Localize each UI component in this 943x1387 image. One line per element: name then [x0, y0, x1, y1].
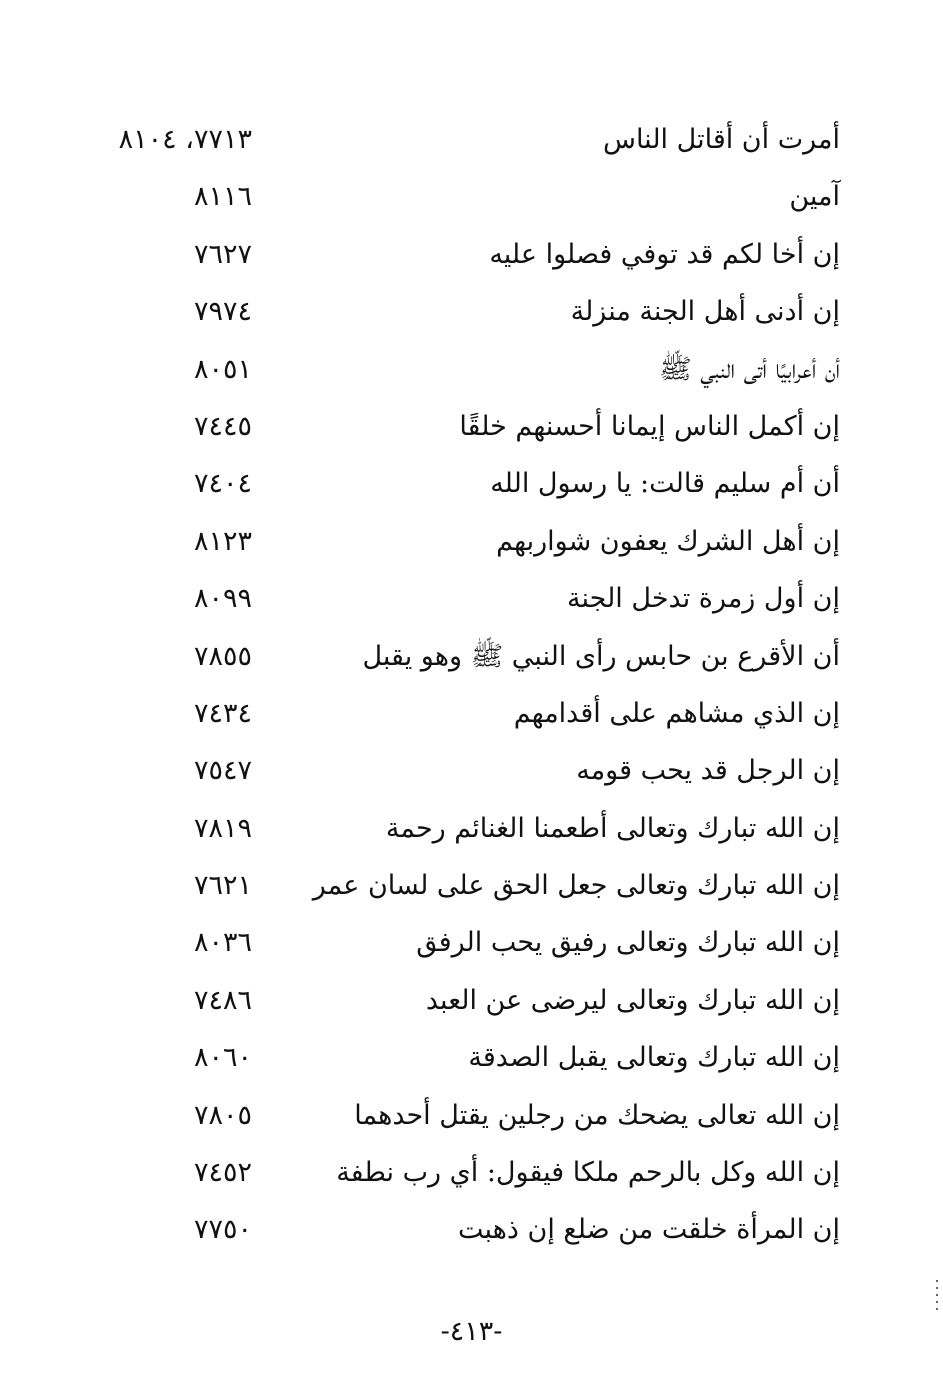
index-row [0, 629, 943, 686]
hadith-text: آمين [789, 181, 840, 213]
index-row [0, 743, 943, 800]
hadith-text: إن أدنى أهل الجنة منزلة [570, 296, 840, 328]
index-row [0, 973, 943, 1030]
reference-number: ٧٥٤٧ [193, 755, 252, 787]
reference-number: ٧٤٤٥ [193, 410, 252, 442]
index-row [0, 571, 943, 628]
hadith-text: إن الله تبارك وتعالى ليرضى عن العبد [425, 984, 840, 1016]
index-row [0, 169, 943, 226]
reference-number: ٧٦٢١ [193, 870, 252, 902]
index-row [0, 284, 943, 341]
hadith-text: أن الأقرع بن حابس رأى النبي ﷺ وهو يقبل [362, 640, 840, 672]
scan-edge-marks [936, 1280, 938, 1310]
hadith-text: إن الله وكل بالرحم ملكا فيقول: أي رب نطفة [336, 1157, 840, 1189]
reference-number: ٨١١٦ [193, 181, 252, 213]
index-row [0, 1030, 943, 1087]
reference-number: ٧٤٣٤ [193, 697, 252, 729]
index-row [0, 801, 943, 858]
index-row [0, 858, 943, 915]
reference-number: ٨٠٥١ [193, 353, 252, 385]
reference-number: ٧٤٨٦ [193, 984, 252, 1016]
reference-number: ٧٧١٣، ٨١٠٤ [118, 124, 252, 155]
reference-number: ٨٠٩٩ [193, 583, 252, 615]
hadith-text: إن الله تعالى يضحك من رجلين يقتل أحدهما [354, 1099, 840, 1131]
hadith-text: إن الله تبارك وتعالى رفيق يحب الرفق [416, 927, 840, 959]
index-row [0, 1145, 943, 1202]
hadith-text: إن أكمل الناس إيمانا أحسنهم خلقًا [459, 410, 840, 442]
hadith-text: أن أعرابيًا أتى النبي ﷺ [659, 353, 840, 385]
index-row [0, 227, 943, 284]
hadith-text: إن الله تبارك وتعالى يقبل الصدقة [468, 1042, 840, 1074]
hadith-text: إن أخا لكم قد توفي فصلوا عليه [489, 238, 840, 270]
hadith-text: إن الله تبارك وتعالى أطعمنا الغنائم رحمة [385, 812, 840, 844]
index-row [0, 456, 943, 513]
reference-number: ٧٦٢٧ [193, 238, 252, 270]
index-row [0, 399, 943, 456]
reference-number: ٧٩٧٤ [193, 296, 252, 328]
hadith-text: إن المرأة خلقت من ضلع إن ذهبت [457, 1214, 840, 1246]
reference-number: ٨٠٦٠ [193, 1042, 252, 1074]
hadith-text: إن الله تبارك وتعالى جعل الحق على لسان عمر [312, 870, 840, 902]
hadith-text: أن أم سليم قالت: يا رسول الله [490, 468, 840, 500]
reference-number: ٧٧٥٠ [193, 1214, 252, 1246]
index-row [0, 1088, 943, 1145]
reference-number: ٧٨٠٥ [193, 1099, 252, 1131]
hadith-text: إن الذي مشاهم على أقدامهم [513, 697, 840, 729]
hadith-text: إن أول زمرة تدخل الجنة [567, 583, 840, 615]
reference-number: ٧٤٠٤ [193, 468, 252, 500]
reference-number: ٧٨٥٥ [193, 640, 252, 672]
reference-number: ٧٨١٩ [193, 812, 252, 844]
index-row [0, 112, 943, 169]
reference-number: ٧٤٥٢ [193, 1157, 252, 1189]
page-number: -٤١٣- [440, 1316, 503, 1347]
hadith-text: إن أهل الشرك يعفون شواربهم [496, 525, 840, 557]
hadith-text: إن الرجل قد يحب قومه [576, 755, 840, 787]
hadith-index-list [0, 112, 943, 1260]
index-row [0, 686, 943, 743]
index-row [0, 342, 943, 399]
reference-number: ٨٠٣٦ [193, 927, 252, 959]
index-row [0, 514, 943, 571]
reference-number: ٨١٢٣ [193, 525, 252, 557]
index-row [0, 1202, 943, 1259]
hadith-text: أمرت أن أقاتل الناس [602, 124, 840, 155]
index-row [0, 915, 943, 972]
